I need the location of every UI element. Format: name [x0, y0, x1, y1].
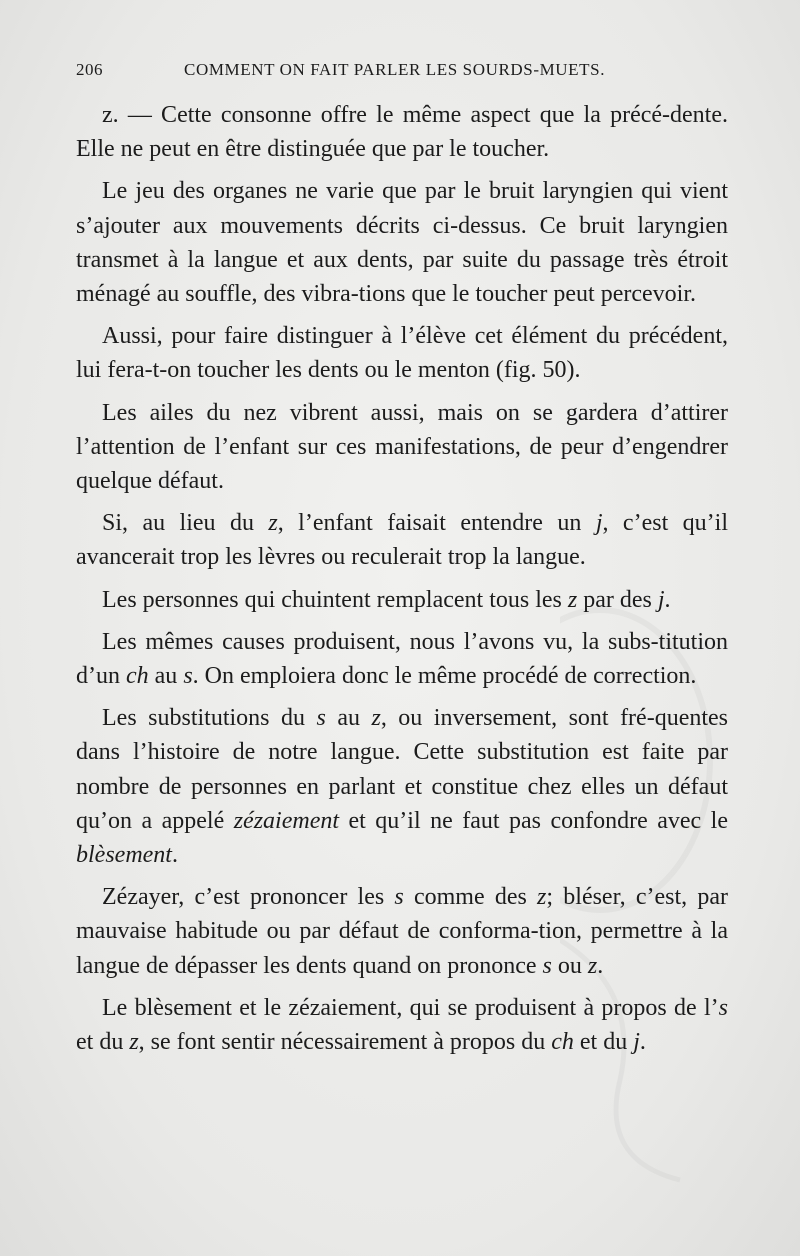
text-run: .	[664, 586, 671, 613]
text-run: Les ailes du nez vibrent aussi, mais on se gardera d’attirer l’attention de l’enfant sur ces manifestations, de peur d’engendrer quelque défaut.	[76, 399, 728, 495]
text-run: ou	[551, 952, 588, 979]
text-run: , se font sentir nécessairement à propos du	[138, 1029, 552, 1056]
italic-text: ch	[126, 663, 149, 690]
paragraph	[76, 396, 728, 499]
text-run: Zézayer, c’est prononcer les	[102, 884, 395, 911]
italic-text: z	[587, 952, 598, 979]
italic-text: s	[394, 884, 404, 911]
text-run: Le blèsement et le zézaiement, qui se produisent à propos de l’	[102, 994, 719, 1021]
paragraph	[76, 319, 728, 387]
page-number: 206	[76, 60, 103, 79]
text-run: . On emploiera donc le même procédé de correction.	[192, 663, 697, 690]
italic-text: blèsement	[76, 842, 172, 869]
text-run: , ou inversement, sont fré-quentes dans l’histoire de notre langue. Cette substitution est faite par nombre de personnes en parlant et constitue chez elles un défaut qu’on a appelé	[76, 705, 729, 834]
italic-text: j	[657, 586, 665, 613]
paragraph	[76, 583, 728, 617]
text-run: Si, au lieu du	[102, 510, 269, 537]
italic-text: s	[718, 994, 728, 1021]
text-run: , l’enfant faisait entendre un	[277, 510, 596, 537]
italic-text: s	[542, 952, 552, 979]
text-run: z. — Cette consonne offre le même aspect que la précé-dente. Elle ne peut en être distinguée que par le toucher.	[76, 102, 728, 163]
italic-text: z	[537, 884, 547, 911]
italic-text: z	[268, 510, 278, 537]
text-run: par des	[577, 586, 658, 613]
paragraph	[76, 174, 728, 311]
text-run: Le jeu des organes ne varie que par le bruit laryngien qui vient s’ajouter aux mouvements décrits ci-dessus. Ce bruit laryngien transmet à la langue et aux dents, par suite du passage très étroit ménagé au souffle, des vibra-tions que le toucher peut percevoir.	[76, 178, 728, 308]
text-run: comme des	[403, 884, 538, 911]
text-run: et qu’il ne faut pas confondre avec le	[339, 807, 728, 834]
text-run: Les mêmes causes produisent, nous l’avons vu, la subs-titution d’un	[76, 628, 728, 690]
italic-text: z	[371, 705, 381, 732]
text-run: au	[148, 663, 184, 690]
italic-text: ch	[551, 1029, 574, 1056]
italic-text: z	[129, 1029, 139, 1056]
italic-text: s	[316, 705, 326, 732]
italic-text: j	[633, 1029, 640, 1056]
text-run: , c’est qu’il avancerait trop les lèvres ou reculerait trop la langue.	[76, 510, 729, 571]
text-run: Les personnes qui chuintent remplacent tous les	[102, 586, 568, 613]
text-run: au	[325, 705, 372, 732]
running-title: COMMENT ON FAIT PARLER LES SOURDS-MUETS.	[184, 60, 606, 79]
paragraph	[76, 991, 728, 1059]
text-run: .	[597, 952, 604, 979]
text-run: et du	[573, 1029, 634, 1056]
italic-text: s	[183, 663, 193, 690]
paragraph	[76, 625, 728, 693]
text-run: .	[639, 1029, 646, 1056]
paragraph	[76, 880, 728, 983]
italic-text: j	[595, 510, 603, 537]
italic-text: z	[567, 586, 578, 613]
paragraph	[76, 98, 728, 166]
paragraph	[76, 506, 728, 574]
italic-text: zézaiement	[233, 807, 340, 834]
text-run: et du	[76, 1029, 130, 1056]
text-run: ; bléser, c’est, par mauvaise habitude ou par défaut de conforma-tion, permettre à la langue de dépasser les dents quand on prononce	[76, 884, 728, 979]
text-run: .	[171, 842, 178, 869]
text-run: Aussi, pour faire distinguer à l’élève cet élément du précédent, lui fera-t-on toucher les dents ou le menton (fig. 50).	[76, 323, 728, 384]
text-run: Les substitutions du	[102, 705, 317, 732]
body-text	[76, 98, 728, 1067]
paragraph	[76, 701, 728, 872]
page-header	[76, 60, 724, 88]
